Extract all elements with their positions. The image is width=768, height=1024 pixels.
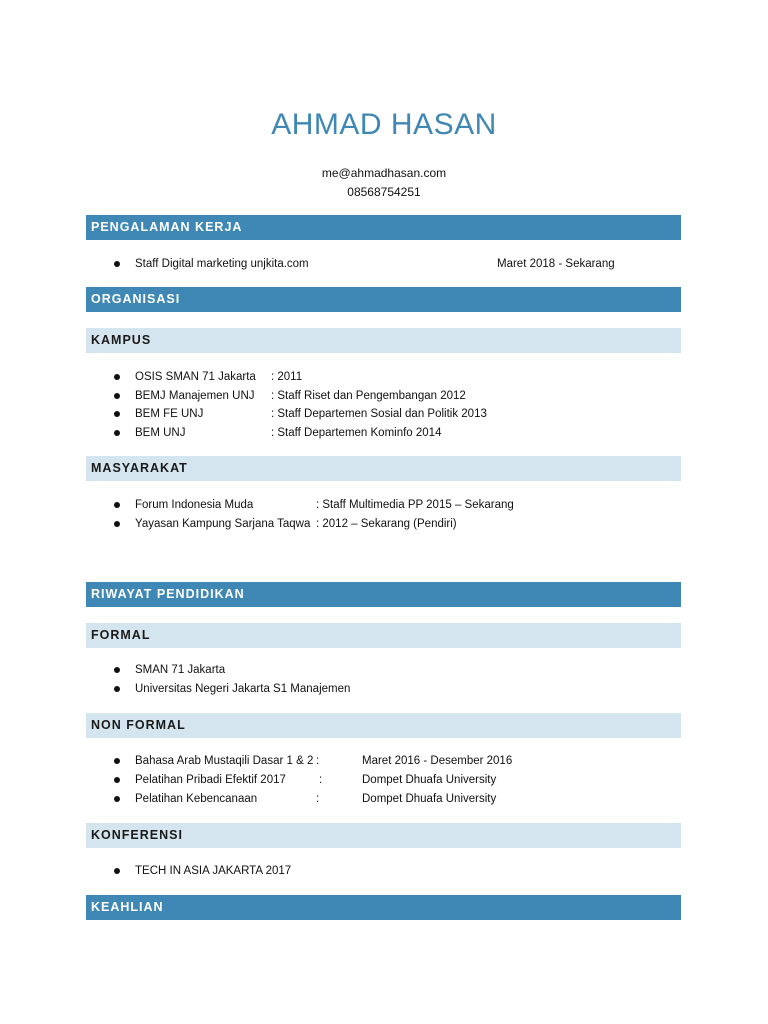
org-name: BEM FE UNJ: [135, 408, 204, 420]
subsection-non-formal: NON FORMAL: [86, 713, 681, 738]
job-period: Maret 2018 - Sekarang: [497, 258, 615, 270]
section-keahlian: KEAHLIAN: [86, 895, 681, 920]
bullet-icon: [114, 502, 120, 508]
section-pengalaman-kerja: PENGALAMAN KERJA: [86, 215, 681, 240]
email-text: me@ahmadhasan.com: [321, 166, 447, 180]
org-detail: : Staff Departemen Sosial dan Politik 2013: [271, 408, 487, 420]
bullet-icon: [114, 758, 120, 764]
course-detail: Dompet Dhuafa University: [362, 793, 497, 805]
bullet-icon: [114, 393, 120, 399]
org-name: Forum Indonesia Muda: [135, 499, 254, 511]
org-detail: : Staff Multimedia PP 2015 – Sekarang: [316, 499, 514, 511]
subsection-konferensi: KONFERENSI: [86, 823, 681, 848]
education-item: Universitas Negeri Jakarta S1 Manajemen: [135, 683, 351, 695]
bullet-icon: [114, 667, 120, 673]
bullet-icon: [114, 868, 120, 874]
course-name: Pelatihan Pribadi Efektif 2017: [135, 774, 286, 786]
bullet-icon: [114, 411, 120, 417]
section-riwayat-pendidikan: RIWAYAT PENDIDIKAN: [86, 582, 681, 607]
bullet-icon: [114, 796, 120, 802]
course-detail: Dompet Dhuafa University: [362, 774, 497, 786]
bullet-icon: [114, 374, 120, 380]
org-name: OSIS SMAN 71 Jakarta: [135, 371, 256, 383]
course-name: Pelatihan Kebencanaan: [135, 793, 258, 805]
org-detail: : 2011: [271, 371, 303, 383]
bullet-icon: [114, 686, 120, 692]
course-detail: Maret 2016 - Desember 2016: [362, 755, 513, 767]
org-detail: : Staff Riset dan Pengembangan 2012: [271, 390, 466, 402]
org-detail: : 2012 – Sekarang (Pendiri): [316, 518, 457, 530]
org-name: BEM UNJ: [135, 427, 186, 439]
education-item: SMAN 71 Jakarta: [135, 664, 226, 676]
course-separator: :: [316, 793, 320, 805]
resume-name: AHMAD HASAN: [271, 108, 497, 141]
job-role: Staff Digital marketing unjkita.com: [135, 258, 309, 270]
bullet-icon: [114, 777, 120, 783]
course-separator: :: [316, 755, 320, 767]
subsection-formal: FORMAL: [86, 623, 681, 648]
bullet-icon: [114, 430, 120, 436]
subsection-masyarakat: MASYARAKAT: [86, 456, 681, 481]
org-detail: : Staff Departemen Kominfo 2014: [271, 427, 442, 439]
conference-item: TECH IN ASIA JAKARTA 2017: [135, 865, 292, 877]
org-name: Yayasan Kampung Sarjana Taqwa: [135, 518, 311, 530]
bullet-icon: [114, 521, 120, 527]
org-name: BEMJ Manajemen UNJ: [135, 390, 255, 402]
section-organisasi: ORGANISASI: [86, 287, 681, 312]
course-name: Bahasa Arab Mustaqili Dasar 1 & 2: [135, 755, 314, 767]
phone-text: 08568754251: [347, 185, 421, 199]
subsection-kampus: KAMPUS: [86, 328, 681, 353]
course-separator: :: [319, 774, 323, 786]
bullet-icon: [114, 261, 120, 267]
